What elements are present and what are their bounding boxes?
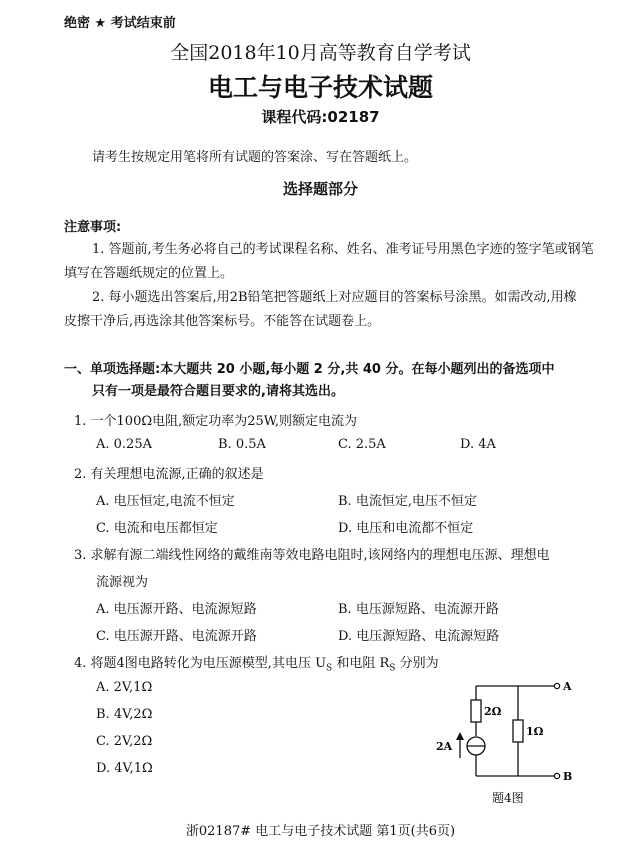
figure-caption: 题4图 [492,791,524,805]
confidential-mark: 绝密 ★ 考试结束前 [64,16,176,31]
course-code: 课程代码:02187 [261,108,380,126]
question-1-option-d: D. 4A [460,437,496,452]
question-4-option-d: D. 4V,1Ω [96,761,153,776]
note-item-1-line-1: 1. 答题前,考生务必将自己的考试课程名称、姓名、准考证号用黑色字迹的签字笔或钢笔 [92,242,594,257]
question-2-option-c: C. 电流和电压都恒定 [96,521,218,536]
current-source-label: 2A [436,740,453,753]
question-4-option-a: A. 2V,1Ω [96,680,153,695]
resistor-1ohm [513,720,523,742]
note-item-2-line-2: 皮擦干净后,再选涂其他答案标号。不能答在试题卷上。 [64,314,381,329]
question-4-stem [74,652,439,674]
resistor-1ohm-label: 1Ω [526,725,544,738]
terminal-a-label: A [563,680,572,693]
question-3-stem-line-1: 3. 求解有源二端线性网络的戴维南等效电路电阻时,该网络内的理想电压源、理想电 [74,548,550,563]
resistor-2ohm-label: 2Ω [484,705,502,718]
question-4-stem-mid: 和电阻 R [332,656,390,671]
question-3-option-d: D. 电压源短路、电流源短路 [338,629,500,644]
question-1-stem: 1. 一个100Ω电阻,额定功率为25W,则额定电流为 [74,414,358,429]
question-3-option-c: C. 电压源开路、电流源开路 [96,629,257,644]
question-3-option-b: B. 电压源短路、电流源开路 [338,602,499,617]
question-4-stem-start: 4. 将题4图电路转化为电压源模型,其电压 U [74,656,327,671]
question-4-sub-rs: S [389,663,396,674]
terminal-b [554,773,559,778]
part1-heading-line-1: 一、单项选择题:本大题共 20 小题,每小题 2 分,共 40 分。在每小题列出的备选项中 [64,362,555,377]
current-arrow-head [456,732,464,740]
exam-title: 全国2018年10月高等教育自学考试 [170,42,471,64]
question-2-option-d: D. 电压和电流都不恒定 [338,521,474,536]
question-4-option-b: B. 4V,2Ω [96,707,153,722]
question-1-option-a: A. 0.25A [96,437,152,452]
resistor-2ohm [471,700,481,722]
question-4-sub-us: S [326,663,333,674]
note-item-1-line-2: 填写在答题纸规定的位置上。 [64,266,234,281]
question-4-stem-end: 分别为 [395,656,439,671]
question-2-option-b: B. 电流恒定,电压不恒定 [338,494,477,509]
note-item-2-line-1: 2. 每小题选出答案后,用2B铅笔把答题纸上对应题目的答案标号涂黑。如需改动,用橡 [92,290,577,305]
part1-heading-line-2: 只有一项是最符合题目要求的,请将其选出。 [92,384,344,399]
notes-heading: 注意事项: [64,220,122,235]
question-1-option-c: C. 2.5A [338,437,386,452]
question-3-option-a: A. 电压源开路、电流源短路 [96,602,257,617]
question-1-option-b: B. 0.5A [218,437,266,452]
circuit-figure-4 [420,670,600,820]
terminal-b-label: B [563,770,573,783]
question-4-option-c: C. 2V,2Ω [96,734,153,749]
question-2-option-a: A. 电压恒定,电流不恒定 [96,494,235,509]
page-footer: 浙02187# 电工与电子技术试题 第1页(共6页) [185,824,456,839]
terminal-a [554,683,559,688]
paper-title: 电工与电子技术试题 [207,73,433,102]
intro-instruction: 请考生按规定用笔将所有试题的答案涂、写在答题纸上。 [92,150,418,165]
question-3-stem-line-2: 流源视为 [96,575,149,590]
question-2-stem: 2. 有关理想电流源,正确的叙述是 [74,467,264,482]
section-title: 选择题部分 [282,180,358,198]
